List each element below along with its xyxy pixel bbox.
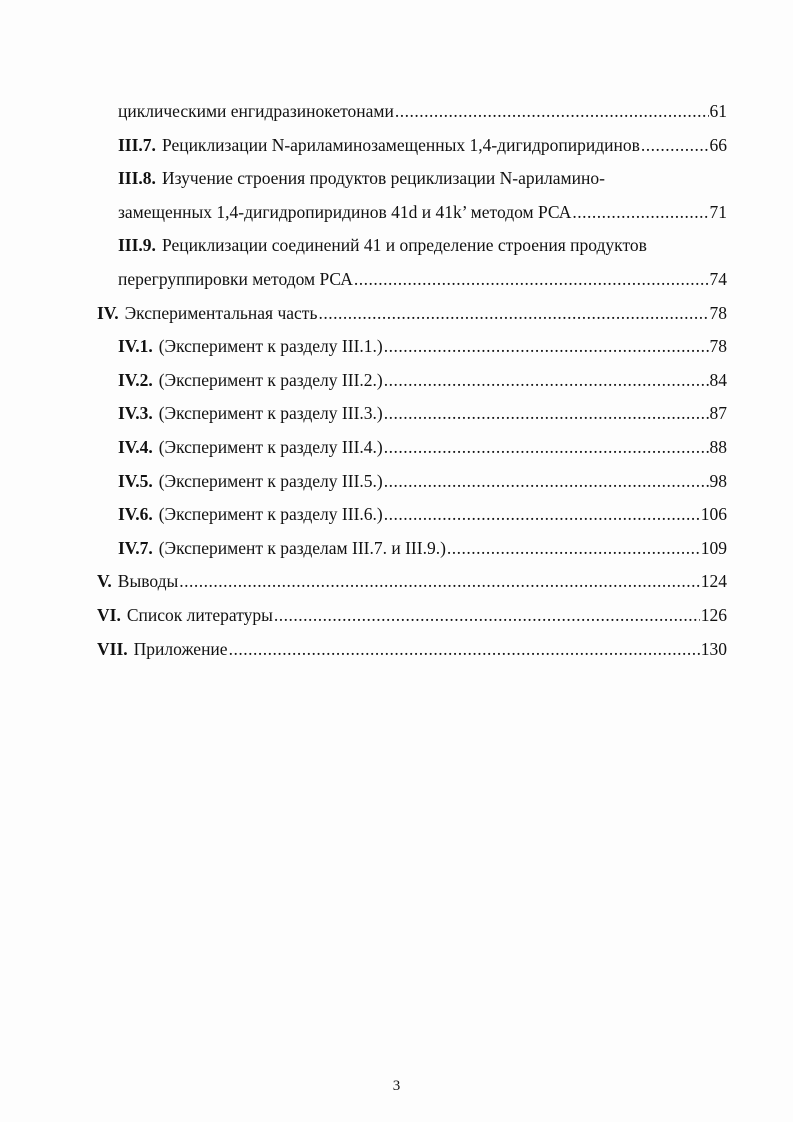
toc-entry-number: III.9. <box>118 235 156 256</box>
toc-entry-number: IV. <box>97 302 119 323</box>
toc-entry-title: (Эксперимент к разделу III.3.) <box>158 403 383 424</box>
toc-entry-page: 71 <box>709 201 727 222</box>
toc-entry-title: (Эксперимент к разделу III.6.) <box>158 504 383 525</box>
dot-leader <box>229 633 700 667</box>
toc-entry-page: 126 <box>700 604 727 625</box>
toc-entry-title: (Эксперимент к разделам III.7. и III.9.) <box>158 537 446 558</box>
toc-entry-page: 74 <box>709 268 727 289</box>
toc-entry <box>97 532 727 566</box>
toc-entry-number: III.7. <box>118 134 156 155</box>
dot-leader <box>384 364 709 398</box>
toc-entry <box>97 297 727 331</box>
toc-entry-number: VII. <box>97 638 128 659</box>
dot-leader <box>354 263 709 297</box>
toc-entry-page: 78 <box>709 302 727 323</box>
toc-entry-number: IV.6. <box>118 504 153 525</box>
toc-entry <box>97 565 727 599</box>
toc-entry-title: циклическими енгидразинокетонами <box>118 101 394 121</box>
toc-entry-title: (Эксперимент к разделу III.2.) <box>158 369 383 390</box>
toc-entry-title: (Эксперимент к разделу III.5.) <box>158 470 383 491</box>
toc-entry <box>97 397 727 431</box>
toc-entry <box>97 330 727 364</box>
toc-entry <box>97 599 727 633</box>
toc-entry-title: (Эксперимент к разделу III.4.) <box>158 436 383 457</box>
toc-entry-page: 87 <box>709 403 727 424</box>
toc-entry-title: Экспериментальная часть <box>124 302 318 323</box>
dot-leader <box>384 330 709 364</box>
dot-leader <box>318 297 708 331</box>
dot-leader <box>384 498 700 532</box>
toc-entry <box>97 498 727 532</box>
toc-entry <box>97 633 727 667</box>
toc-entry-title: Рециклизации N-ариламинозамещенных 1,4-дигидропиридинов <box>161 134 640 155</box>
toc-entry <box>97 196 727 230</box>
toc-entry-number: IV.5. <box>118 470 153 491</box>
toc-entry <box>97 465 727 499</box>
toc-entry-number: IV.4. <box>118 436 153 457</box>
toc-entry-title: Приложение <box>133 638 228 659</box>
toc-entry <box>97 129 727 163</box>
toc-entry-title: замещенных 1,4-дигидропиридинов 41d и 41k’ методом РСА <box>118 201 572 222</box>
dot-leader <box>384 465 709 499</box>
dot-leader <box>395 95 709 129</box>
dot-leader <box>447 532 700 566</box>
dot-leader <box>384 431 709 465</box>
toc-entry-page: 61 <box>709 101 727 121</box>
toc-entry-page: 88 <box>709 436 727 457</box>
toc-entry-page: 109 <box>700 537 727 558</box>
toc-entry <box>97 95 727 129</box>
toc-entry <box>97 364 727 398</box>
toc-entry <box>97 263 727 297</box>
toc-entry-number: IV.3. <box>118 403 153 424</box>
toc-entry-page: 106 <box>700 504 727 525</box>
toc-entry-title: перегруппировки методом РСА <box>118 268 353 289</box>
dot-leader <box>572 196 708 230</box>
toc-entry-page: 130 <box>700 638 727 659</box>
toc-entry <box>97 431 727 465</box>
toc-entry-number: VI. <box>97 604 121 625</box>
table-of-contents <box>97 95 727 666</box>
toc-entry-title: Рециклизации соединений 41 и определение строения продуктов <box>161 235 647 256</box>
page-number: 3 <box>392 1078 401 1094</box>
toc-entry <box>97 162 727 196</box>
toc-entry-page: 98 <box>709 470 727 491</box>
toc-entry-page: 66 <box>709 134 727 155</box>
dot-leader <box>384 397 709 431</box>
toc-entry-page: 124 <box>700 571 727 592</box>
dot-leader <box>179 565 700 599</box>
dot-leader <box>274 599 700 633</box>
toc-entry-title: Список литературы <box>126 604 273 625</box>
toc-entry-number: III.8. <box>118 168 156 189</box>
toc-entry <box>97 229 727 263</box>
toc-entry-title: (Эксперимент к разделу III.1.) <box>158 336 383 357</box>
toc-entry-page: 78 <box>709 336 727 357</box>
toc-entry-number: IV.2. <box>118 369 153 390</box>
toc-entry-number: IV.1. <box>118 336 153 357</box>
dot-leader <box>641 129 709 163</box>
toc-entry-number: IV.7. <box>118 537 153 558</box>
toc-entry-number: V. <box>97 571 112 592</box>
toc-entry-title: Выводы <box>117 571 179 592</box>
toc-entry-page: 84 <box>709 369 727 390</box>
toc-entry-title: Изучение строения продуктов рециклизации N-ариламино- <box>161 168 605 189</box>
